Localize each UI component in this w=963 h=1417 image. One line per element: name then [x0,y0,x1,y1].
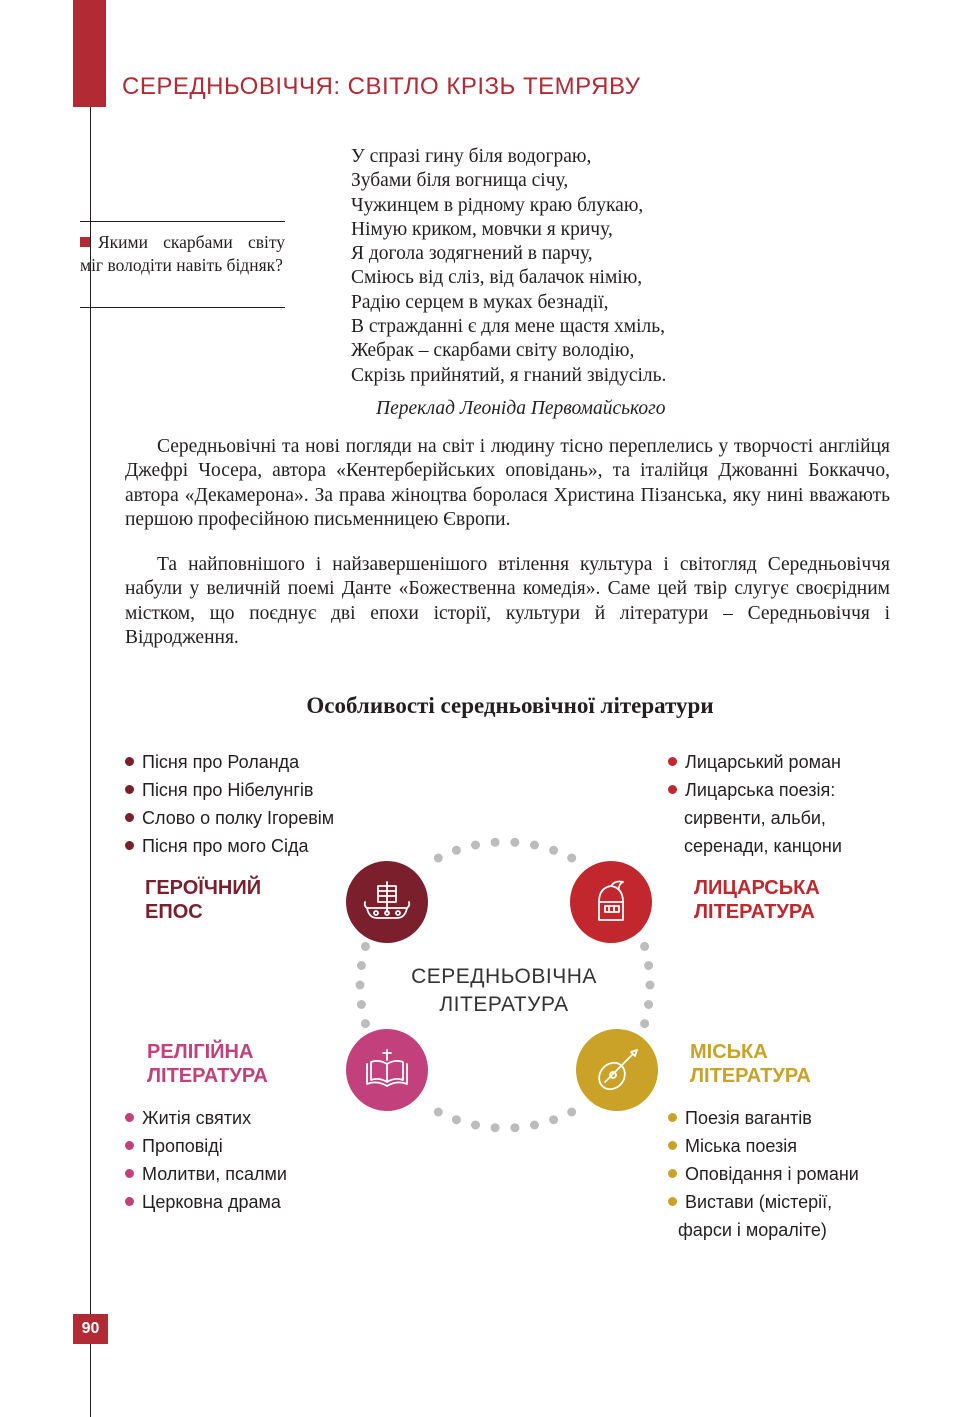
heroic-epic-label: ГЕРОЇЧНИЙ ЕПОС [145,877,262,923]
list-item: Проповіді [125,1132,287,1160]
poem [351,145,666,388]
sidebar-top-rule [80,221,285,222]
ring-dot [640,942,649,951]
bullet-dot [668,1169,677,1178]
viking-ship-icon [361,876,413,928]
bullet-dot [668,757,677,766]
list-item: сирвенти, альби, [684,808,826,828]
bullet-dot [668,785,677,794]
bullet-dot [125,1169,134,1178]
ring-dot [356,981,365,990]
ring-dot [434,1108,443,1117]
ring-dot [510,1123,519,1132]
list-item: Міська поезія [668,1132,859,1160]
knightly-label: ЛИЦАРСЬКА ЛІТЕРАТУРА [694,877,820,923]
bullet-dot [668,1141,677,1150]
list-item: Слово о полку Ігоревім [125,804,334,832]
sidebar-bottom-rule [80,307,285,308]
ring-dot [491,838,500,847]
ring-dot [530,1121,539,1130]
poem-line: В стражданні є для мене щастя хміль, [351,316,666,338]
list-item: Оповідання і романи [668,1160,859,1188]
body-paragraph: Середньовічні та нові погляди на світ і людину тісно переплелись у творчості англійця Джефрі Чосера, автора «Кентерберійських оповідань», та італійця Джованні Боккаччо, автора «Декамерона». За права жіноцтва боролася Христина Пізанська, яку нині вважають першою професійною письменницею Європи. [125,436,890,530]
body-paragraph: Та найповнішого і найзавершенішого втілення культура і світогляд Середньовіччя набули у величній поемі Данте «Божественна комедія». Саме цей твір слугує своєрідним містком, що поєднує дві епохи історії, культури й літератури – Середньовіччя і Відродження. [125,554,890,648]
bullet-dot [125,841,134,850]
list-item: Молитви, псалми [125,1160,287,1188]
ring-dot [491,1123,500,1132]
urban-list [668,1104,859,1244]
list-item: Поезія вагантів [668,1104,859,1132]
ring-dot [549,1115,558,1124]
ring-dot [640,1019,649,1028]
poem-translator: Переклад Леоніда Первомайського [376,398,666,419]
ring-dot [452,1115,461,1124]
bullet-dot [125,1113,134,1122]
poem-line: Німую криком, мовчки я кричу, [351,218,613,240]
ring-dot [646,981,655,990]
list-item: Пісня про мого Сіда [125,832,334,860]
diagram-center-text: СЕРЕДНЬОВІЧНА ЛІТЕРАТУРА [411,965,597,1016]
list-item: Вистави (містерії, [668,1188,859,1216]
poem-line: Радію серцем в муках безнадії, [351,291,609,313]
list-item: Пісня про Роланда [125,748,334,776]
bullet-dot [125,757,134,766]
ring-dot [471,1121,480,1130]
red-square-icon [80,237,90,247]
religious-circle [346,1029,428,1111]
ring-dot [549,846,558,855]
list-item: Житія святих [125,1104,287,1132]
ring-dot [434,854,443,863]
margin-line [90,107,91,1417]
bullet-dot [668,1197,677,1206]
bible-icon [361,1044,413,1096]
header-accent-bar [73,0,106,107]
poem-line: Скрізь прийнятий, я гнаний звідусіль. [351,364,667,386]
ring-dot [361,942,370,951]
list-item: Пісня про Нібелунгів [125,776,334,804]
knightly-list [668,748,842,860]
religious-label: РЕЛІГІЙНА ЛІТЕРАТУРА [147,1041,268,1087]
lute-icon [591,1044,643,1096]
ring-dot [471,841,480,850]
list-item: Лицарський роман [668,748,842,776]
ring-dot [644,1000,653,1009]
ring-dot [530,841,539,850]
bullet-dot [125,1141,134,1150]
page-number: 90 [73,1314,108,1344]
urban-label: МІСЬКА ЛІТЕРАТУРА [690,1041,811,1087]
poem-line: Я догола зодягнений в парчу, [351,243,593,265]
ring-dot [567,854,576,863]
list-item: Лицарська поезія: [668,776,842,804]
bullet-dot [125,785,134,794]
poem-line: Сміюсь від сліз, від балачок німію, [351,267,643,289]
religious-list [125,1104,287,1216]
urban-circle [576,1029,658,1111]
bullet-dot [125,1197,134,1206]
ring-dot [357,1000,366,1009]
diagram-title: Особливості середньовічної літератури [306,693,714,718]
poem-line: У спразі гину біля водограю, [351,146,592,167]
sidebar-question [80,231,285,277]
heroic-epic-circle [346,861,428,943]
knight-helmet-icon [585,876,637,928]
bullet-dot [125,813,134,822]
ring-dot [567,1108,576,1117]
list-item: Церковна драма [125,1188,287,1216]
knightly-circle [570,861,652,943]
heroic-epic-list [125,748,334,860]
poem-line: Чужинцем в рідному краю блукаю, [351,194,644,216]
ring-dot [510,838,519,847]
poem-line: Зубами біля вогнища січу, [351,170,569,192]
poem-line: Жебрак – скарбами світу володію, [351,340,635,362]
ring-dot [361,1019,370,1028]
ring-dot [357,961,366,970]
list-item: серенади, канцони [684,836,842,856]
bullet-dot [668,1113,677,1122]
list-item: фарси і мораліте) [678,1220,827,1240]
page-header-title: СЕРЕДНЬОВІЧЧЯ: СВІТЛО КРІЗЬ ТЕМРЯВУ [122,73,641,100]
ring-dot [452,846,461,855]
sidebar-question-text: Якими скарбами світу міг володіти навіть бідняк? [80,232,285,275]
ring-dot [644,961,653,970]
